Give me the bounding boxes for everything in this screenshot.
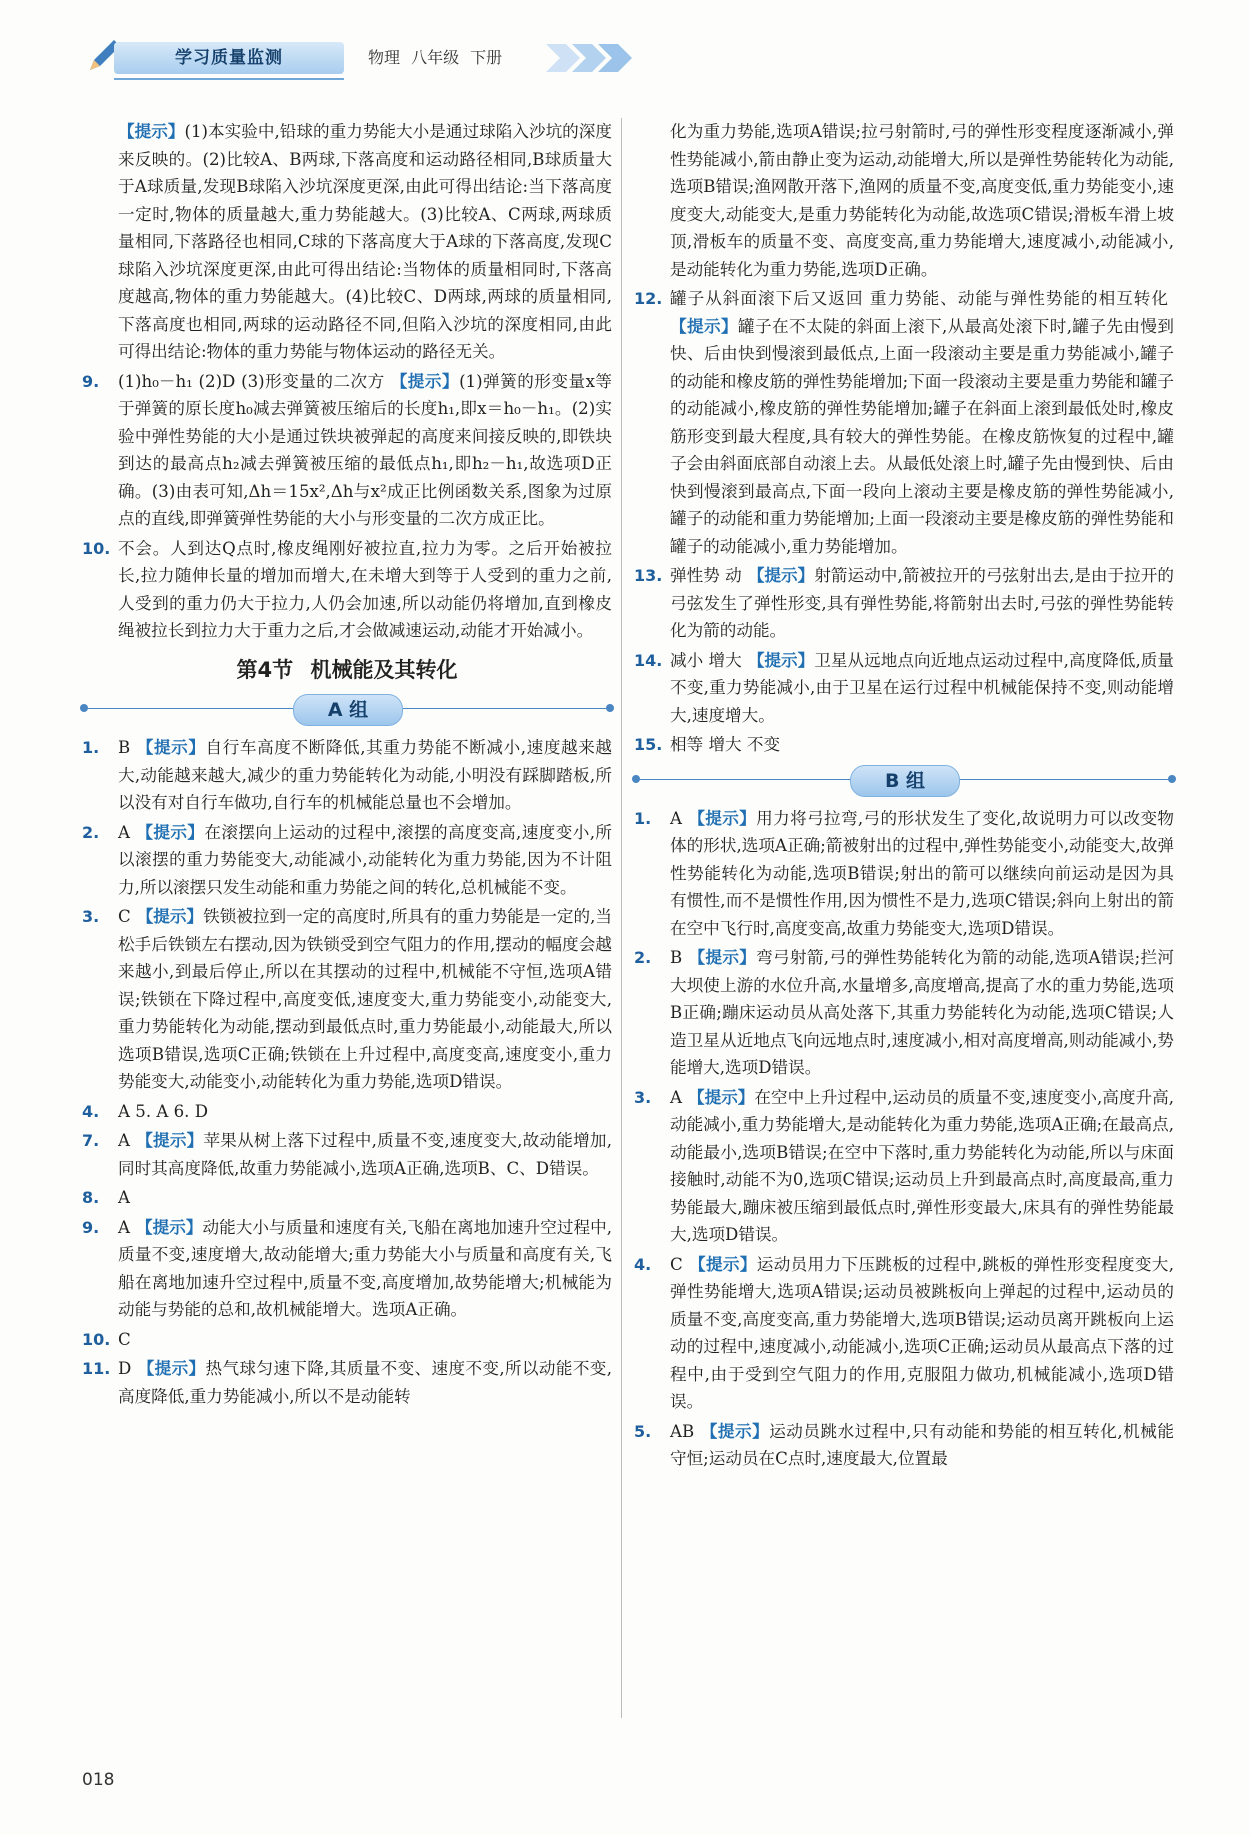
hint-label: 【提示】: [700, 1420, 770, 1441]
answer-item: [82, 1355, 612, 1410]
answer-choice: 减小 增大: [670, 650, 742, 670]
explanation-text: 卫星从远地点向近地点运动过程中,高度降低,质量不变,重力势能减小,由于卫星在运行过程中机械能保持不变,则动能增大,速度增大。: [670, 650, 1174, 725]
hint-label: 【提示】: [137, 1358, 206, 1378]
question-number: 10.: [82, 1329, 111, 1349]
explanation-text: 自行车高度不断降低,其重力势能不断减小,速度越来越大,动能越来越大,减少的重力势能转化为动能,小明没有踩脚踏板,所以没有对自行车做功,自行车的机械能总量也不会增加。: [118, 738, 612, 812]
explanation-text: 用力将弓拉弯,弓的形状发生了变化,故说明力可以改变物体的形状,选项A正确;箭被射出的过程中,弹性势能变小,动能变大,故弹性势能转化为动能,选项B错误;射出的箭可以继续向前运动是因为具有惯性,而不是惯性作用,因为惯性不是力,选项C错误;斜向上射出的箭在空中飞行时,高度变高,故重力势能变大,选项D错误。: [670, 808, 1174, 938]
question-number: 11.: [82, 1359, 111, 1378]
question-number: 2.: [634, 948, 652, 967]
question-number: 9.: [82, 1217, 100, 1237]
answer-item: [634, 285, 1174, 560]
explanation-text: 动能大小与质量和速度有关,飞船在离地加速升空过程中,质量不变,速度增大,故动能增大;重力势能大小与质量和高度有关,飞船在离地加速升空过程中,质量不变,高度增加,故势能增大;机械能为动能与势能的总和,故机械能增大。选项A正确。: [118, 1217, 612, 1319]
answer-item: [82, 1127, 612, 1182]
question-number: 1.: [82, 738, 100, 757]
subject-label: 物理 八年级 下册: [368, 48, 503, 67]
answer-choice: A: [118, 1188, 130, 1207]
answer-item: [634, 1084, 1174, 1249]
answer-choice: C: [118, 907, 131, 926]
chevron-decoration-icon: [546, 40, 636, 76]
question-number: 1.: [634, 808, 652, 828]
hint-label: 【提示】: [135, 1130, 204, 1150]
answer-choice: 罐子从斜面滚下后又返回 重力势能、动能与弹性势能的相互转化: [670, 289, 1168, 308]
hint-label: 【提示】: [390, 370, 460, 391]
question-number: 4.: [634, 1254, 652, 1274]
group-label: A 组: [293, 694, 403, 726]
answer-item: [634, 731, 1174, 759]
explanation-text: 苹果从树上落下过程中,质量不变,速度变大,故动能增加,同时其高度降低,故重力势能减小,选项A正确,选项B、C、D错误。: [118, 1131, 612, 1178]
answer-item: [82, 903, 612, 1096]
question-number: 4.: [82, 1101, 100, 1121]
explanation-text: 运动员跳水过程中,只有动能和势能的相互转化,机械能守恒;运动员在C点时,速度最大,位置最: [670, 1421, 1174, 1468]
question-number: 12.: [634, 289, 663, 308]
hint-label: 【提示】: [136, 737, 206, 757]
answer-choice: A 5. A 6. D: [118, 1101, 209, 1121]
hint-label: 【提示】: [688, 947, 757, 967]
answer-item: [634, 118, 1174, 283]
answer-item: [82, 1184, 612, 1212]
hint-label: 【提示】: [118, 121, 185, 141]
answer-choice: (1)h₀－h₁ (2)D (3)形变量的二次方: [118, 371, 385, 391]
answer-choice: B: [670, 948, 683, 967]
hint-label: 【提示】: [687, 1086, 755, 1107]
answer-item: [82, 368, 612, 533]
hint-label: 【提示】: [670, 315, 739, 336]
answer-choice: A: [118, 1217, 130, 1237]
explanation-text: (1)弹簧的形变量x等于弹簧的原长度h₀减去弹簧被压缩后的长度h₁,即x＝h₀－h₁。(2)实验中弹性势能的大小是通过铁块被弹起的高度来间接反映的,即铁块到达的最高点h₂减去弹簧被压缩的最低点h₁,即h₂－h₁,故选项D正确。(3)由表可知,Δh＝15x²,Δh与x²成正比例函数关系,图象为过原点的直线,即弹簧弹性势能的大小与形变量的二次方成正比。: [118, 371, 613, 528]
group-label: B 组: [850, 765, 960, 797]
question-number: 2.: [82, 822, 100, 842]
question-number: 15.: [634, 735, 663, 754]
answer-item: [634, 562, 1174, 645]
hint-label: 【提示】: [136, 906, 204, 926]
right-column: [634, 118, 1174, 1475]
answer-choice: A: [118, 822, 130, 842]
hint-label: 【提示】: [687, 807, 757, 828]
answer-choice: 弹性势 动: [670, 566, 742, 585]
answer-item: [634, 1418, 1174, 1473]
answer-choice: A: [118, 1131, 130, 1150]
question-number: 5.: [634, 1421, 652, 1441]
explanation-text: 运动员用力下压跳板的过程中,跳板的弹性形变程度变大,弹性势能增大,选项A错误;运动员被跳板向上弹起的过程中,运动员的质量不变,高度变高,重力势能增大,选项B错误;运动员离开跳板向上运动的过程中,速度减小,动能减小,选项C正确;运动员从最高点下落的过程中,由于受到空气阻力的作用,克服阻力做功,机械能减小,选项D错误。: [670, 1254, 1174, 1411]
explanation-text: 罐子在不太陡的斜面上滚下,从最高处滚下时,罐子先由慢到快、后由快到慢滚到最低点,上面一段滚动主要是重力势能减小,罐子的动能和橡皮筋的弹性势能增加;下面一段滚动主要是重力势能和罐子的动能减小,橡皮筋的弹性势能增加;罐子在斜面上滚到最低处时,橡皮筋形变到最大程度,具有较大的弹性势能。在橡皮筋恢复的过程中,罐子会由斜面底部自动滚上去。从最低处滚上时,罐子先由慢到快、后由快到慢滚到最高点,下面一段向上滚动主要是橡皮筋的弹性势能减小,罐子的动能和重力势能增加;上面一段滚动主要是橡皮筋的弹性势能和罐子的动能减小,重力势能增加。: [670, 316, 1174, 556]
explanation-text: (1)本实验中,铅球的重力势能大小是通过球陷入沙坑的深度来反映的。(2)比较A、B两球,下落高度和运动路径相同,B球质量大于A球质量,发现B球陷入沙坑深度更深,由此可得出结论:当下落高度一定时,物体的质量越大,重力势能越大。(3)比较A、C两球,两球质量相同,下落路径也相同,C球的下落高度大于A球的下落高度,发现C球陷入沙坑深度更深,由此可得出结论:当物体的质量相同时,下落高度越高,物体的重力势能越大。(4)比较C、D两球,两球的质量相同,下落高度也相同,两球的运动路径不同,但陷入沙坑的深度相同,由此可得出结论:物体的重力势能与物体运动的路径无关。: [118, 122, 613, 361]
explanation-text: 铁锁被拉到一定的高度时,所具有的重力势能是一定的,当松手后铁锁左右摆动,因为铁锁受到空气阻力的作用,摆动的幅度会越来越小,到最后停止,所以在其摆动的过程中,机械能不守恒,选项A错误;铁锁在下降过程中,高度变低,速度变大,重力势能变小,动能变大,重力势能转化为动能,摆动到最低点时,重力势能最小,动能最大,所以选项B错误,选项C正确;铁锁在上升过程中,高度变高,速度变小,重力势能变大,动能变小,动能转化为重力势能,选项D错误。: [118, 907, 612, 1091]
answer-item: [634, 805, 1174, 943]
explanation-text: 弯弓射箭,弓的弹性势能转化为箭的动能,选项A错误;拦河大坝使上游的水位升高,水量增多,高度增高,提高了水的重力势能,选项B正确;蹦床运动员从高处落下,其重力势能转化为动能,选项C错误;人造卫星从近地点飞向远地点时,速度减小,相对高度增高,则动能减小,势能增大,选项D错误。: [670, 948, 1175, 1077]
question-number: 13.: [634, 566, 663, 585]
answer-item: [82, 819, 612, 902]
series-title: 学习质量监测: [114, 42, 344, 74]
answer-item: [82, 535, 612, 645]
answer-item: [82, 1098, 612, 1126]
explanation-text: 化为重力势能,选项A错误;拉弓射箭时,弓的弹性形变程度逐渐减小,弹性势能减小,箭由静止变为运动,动能增大,所以是弹性势能转化为动能,选项B错误;渔网散开落下,渔网的质量不变,高度变低,重力势能变小,速度变大,动能变大,是重力势能转化为动能,故选项C错误;滑板车滑上坡顶,滑板车的质量不变、高度变高,重力势能增大,速度减小,动能减小,是动能转化为重力势能,选项D正确。: [670, 122, 1174, 279]
answer-choice: A: [670, 808, 682, 828]
answer-item: [82, 118, 612, 366]
group-heading: [82, 692, 612, 726]
answer-choice: AB: [670, 1421, 695, 1441]
explanation-text: 在空中上升过程中,运动员的质量不变,速度变小,高度升高,动能减小,重力势能增大,是动能转化为重力势能,选项A正确;在最高点,动能最小,选项B错误;在空中下落时,重力势能转化为动能,所以与床面接触时,动能不为0,选项C错误;运动员上升到最高点时,高度最高,重力势能最大,蹦床被压缩到最低点时,弹性形变最大,床具有的弹性势能最大,选项D错误。: [670, 1087, 1174, 1244]
answer-item: [82, 734, 612, 817]
answer-choice: 相等 增大 不变: [670, 735, 781, 754]
answer-choice: B: [118, 738, 131, 757]
question-number: 8.: [82, 1188, 100, 1207]
question-number: 14.: [634, 650, 663, 670]
answer-item: [82, 1326, 612, 1354]
answer-choice: C: [118, 1329, 131, 1349]
explanation-text: 不会。人到达Q点时,橡皮绳刚好被拉直,拉力为零。之后开始被拉长,拉力随伸长量的增加而增大,在未增大到等于人受到的重力之前,人受到的重力仍大于拉力,人仍会加速,所以动能仍将增加,直到橡皮绳被拉长到拉力大于重力之后,才会做减速运动,动能才开始减小。: [118, 538, 612, 640]
page-header: [86, 36, 1186, 82]
hint-label: 【提示】: [747, 565, 815, 585]
answer-choice: A: [670, 1087, 682, 1107]
answer-item: [634, 944, 1174, 1082]
answer-item: [82, 1214, 612, 1324]
group-heading: [634, 763, 1174, 797]
hint-label: 【提示】: [747, 649, 815, 670]
question-number: 9.: [82, 371, 100, 391]
column-divider: [621, 118, 622, 1718]
question-number: 7.: [82, 1131, 100, 1150]
explanation-text: 热气球匀速下降,其质量不变、速度不变,所以动能不变,高度降低,重力势能减小,所以不是动能转: [118, 1359, 613, 1406]
header-underline: [114, 78, 344, 80]
answer-choice: C: [670, 1254, 683, 1274]
answer-item: [634, 647, 1174, 730]
explanation-text: 射箭运动中,箭被拉开的弓弦射出去,是由于拉开的弓弦发生了弹性形变,具有弹性势能,将箭射出去时,弓弦的弹性势能转化为箭的动能。: [670, 566, 1174, 640]
hint-label: 【提示】: [688, 1253, 757, 1274]
section-title: 第4节 机械能及其转化: [236, 657, 458, 682]
question-number: 10.: [82, 538, 111, 558]
hint-label: 【提示】: [135, 821, 205, 842]
left-column: [82, 118, 612, 1412]
hint-label: 【提示】: [135, 1216, 203, 1237]
page-number: 018: [82, 1770, 115, 1790]
answer-choice: D: [118, 1359, 132, 1378]
answer-item: [634, 1251, 1174, 1416]
explanation-text: 在滚摆向上运动的过程中,滚摆的高度变高,速度变小,所以滚摆的重力势能变大,动能减小,动能转化为重力势能,因为不计阻力,所以滚摆只发生动能和重力势能之间的转化,总机械能不变。: [118, 822, 612, 897]
question-number: 3.: [82, 907, 100, 926]
question-number: 3.: [634, 1087, 652, 1107]
